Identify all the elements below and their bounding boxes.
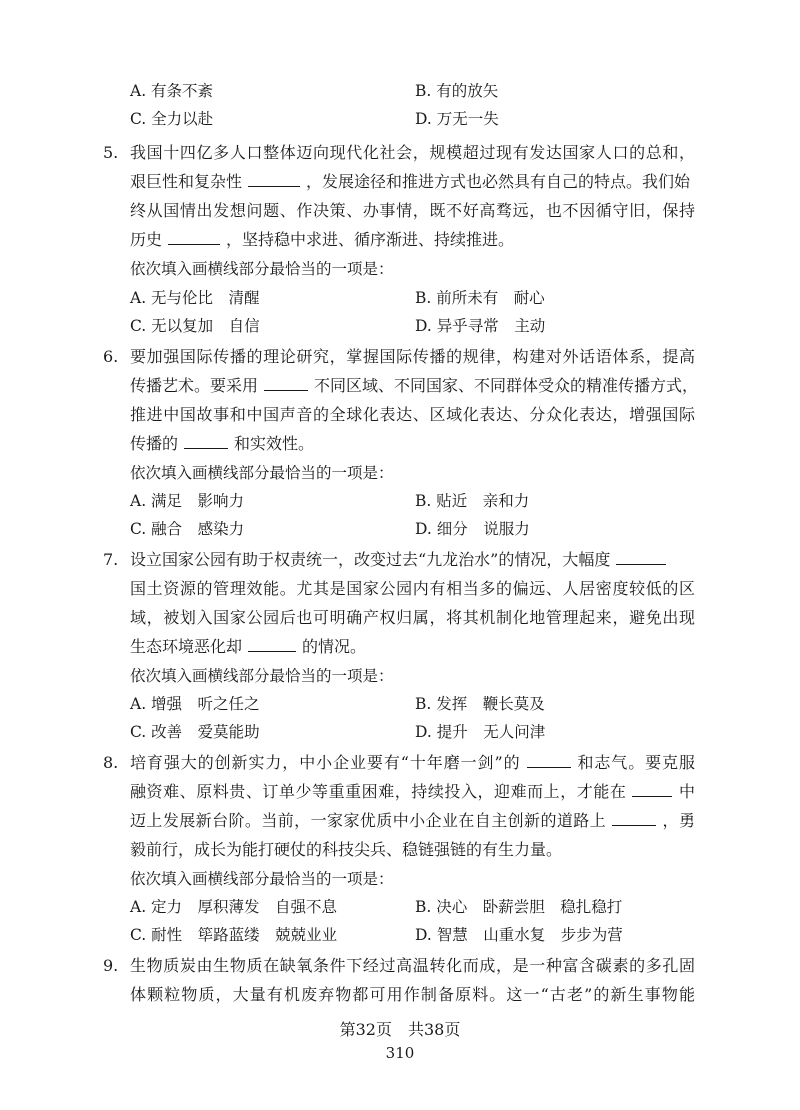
page-number: 310 [385, 1044, 415, 1062]
q9-line-1: 生物质炭由生物质在缺氧条件下经过高温转化而成，是一种富含碳素的多孔固 [130, 956, 695, 975]
q7-number: 7. [103, 550, 119, 569]
q8-stem: 依次填入画横线部分最恰当的一项是： [130, 870, 394, 888]
q6-stem: 依次填入画横线部分最恰当的一项是： [130, 464, 394, 482]
q7-line-1-text: 设立国家公园有助于权责统一，改变过去“九龙治水”的情况，大幅度 [130, 550, 611, 569]
q4-option-a: A. 有条不紊 [130, 82, 214, 100]
q5-number: 5. [103, 143, 119, 162]
q6-line-2 [130, 375, 699, 397]
q4-option-c: C. 全力以赴 [130, 110, 214, 128]
q5-blank-1 [248, 172, 300, 187]
q8-option-c: C. 耐性 筚路蓝缕 兢兢业业 [130, 926, 338, 944]
q8-line-3 [130, 810, 695, 832]
q6-line-2-text-a: 传播艺术。要采用 [130, 376, 259, 395]
q8-option-d: D. 智慧 山重水复 步步为营 [415, 926, 623, 944]
q6-line-2-text-b: 不同区域、不同国家、不同群体受众的精准传播方式， [314, 376, 699, 395]
q5-option-b: B. 前所未有 耐心 [415, 289, 545, 307]
q7-line-3: 域，被划入国家公园后也可明确产权归属，将其机制化地管理起来，避免出现 [130, 608, 695, 627]
q6-option-d: D. 细分 说服力 [415, 520, 530, 538]
q8-option-b: B. 决心 卧薪尝胆 稳扎稳打 [415, 898, 623, 916]
q6-number: 6. [103, 347, 119, 366]
q7-line-1 [130, 549, 695, 571]
q8-line-2-text-b: 中 [678, 782, 695, 801]
q5-stem: 依次填入画横线部分最恰当的一项是： [130, 260, 394, 278]
q6-blank-2 [184, 434, 228, 449]
q5-line-3: 终从国情出发想问题、作决策、办事情，既不好高骛远，也不因循守旧，保持 [130, 201, 695, 220]
q5-option-c: C. 无以复加 自信 [130, 317, 260, 335]
q7-line-4-text-a: 生态环境恶化却 [130, 637, 243, 656]
q7-line-2: 国土资源的管理效能。尤其是国家公园内有相当多的偏远、人居密度较低的区 [130, 579, 695, 598]
q6-option-b: B. 贴近 亲和力 [415, 492, 530, 510]
q6-line-4-text-a: 传播的 [130, 434, 179, 453]
q5-blank-2 [168, 230, 220, 245]
q8-blank-1 [527, 753, 571, 768]
q6-option-a: A. 满足 影响力 [130, 492, 245, 510]
q7-blank-1 [616, 550, 666, 565]
q6-line-3: 推进中国故事和中国声音的全球化表达、区域化表达、分众化表达，增强国际 [130, 405, 695, 424]
q9-number: 9. [103, 956, 119, 975]
q8-blank-3 [612, 811, 656, 826]
q4-option-b: B. 有的放矢 [415, 82, 499, 100]
q8-line-2-text-a: 融资难、原料贵、订单少等重重困难，持续投入，迎难而上，才能在 [130, 782, 627, 801]
q8-line-1 [130, 752, 695, 774]
q5-line-1: 我国十四亿多人口整体迈向现代化社会，规模超过现有发达国家人口的总和， [130, 143, 695, 162]
q5-line-2 [130, 171, 695, 193]
q7-line-4-text-b: 的情况。 [302, 637, 367, 656]
q6-line-4 [130, 433, 695, 455]
q5-option-d: D. 异乎寻常 主动 [415, 317, 546, 335]
q5-line-2-text-b: ，发展途径和推进方式也必然具有自己的特点。我们始 [306, 172, 691, 191]
q9-line-2: 体颗粒物质，大量有机废弃物都可用作制备原料。这一“古老”的新生事物能 [130, 985, 695, 1004]
q8-line-3-text-b: ，勇 [662, 811, 695, 830]
q7-blank-2 [248, 637, 296, 652]
q5-option-a: A. 无与伦比 清醒 [130, 289, 260, 307]
q8-blank-2 [632, 782, 672, 797]
q5-line-4 [130, 229, 695, 251]
q7-line-4 [130, 636, 695, 658]
q6-blank-1 [264, 376, 308, 391]
q8-option-a: A. 定力 厚积薄发 自强不息 [130, 898, 338, 916]
q7-option-b: B. 发挥 鞭长莫及 [415, 695, 545, 713]
q4-option-d: D. 万无一失 [415, 110, 499, 128]
q7-option-d: D. 提升 无人问津 [415, 723, 546, 741]
q6-option-c: C. 融合 感染力 [130, 520, 245, 538]
q8-line-1-text-a: 培育强大的创新实力，中小企业要有“十年磨一剑”的 [130, 753, 521, 772]
q6-line-4-text-b: 和实效性。 [234, 434, 315, 453]
page-indicator: 第32页 共38页 [339, 1020, 461, 1039]
q5-line-4-text-a: 历史 [130, 230, 163, 249]
q8-line-1-text-b: 和志气。要克服 [576, 753, 695, 772]
q5-line-4-text-b: ，坚持稳中求进、循序渐进、持续推进。 [226, 230, 515, 249]
q6-line-1: 要加强国际传播的理论研究，掌握国际传播的规律，构建对外话语体系，提高 [130, 347, 695, 366]
q7-stem: 依次填入画横线部分最恰当的一项是： [130, 667, 394, 685]
q8-line-4: 毅前行，成长为能打硬仗的科技尖兵、稳链强链的有生力量。 [130, 840, 563, 859]
q8-number: 8. [103, 753, 119, 772]
q8-line-2 [130, 781, 695, 803]
q5-line-2-text-a: 艰巨性和复杂性 [130, 172, 243, 191]
q7-option-a: A. 增强 听之任之 [130, 695, 260, 713]
q7-option-c: C. 改善 爱莫能助 [130, 723, 260, 741]
q8-line-3-text-a: 迈上发展新台阶。当前，一家家优质中小企业在自主创新的道路上 [130, 811, 607, 830]
